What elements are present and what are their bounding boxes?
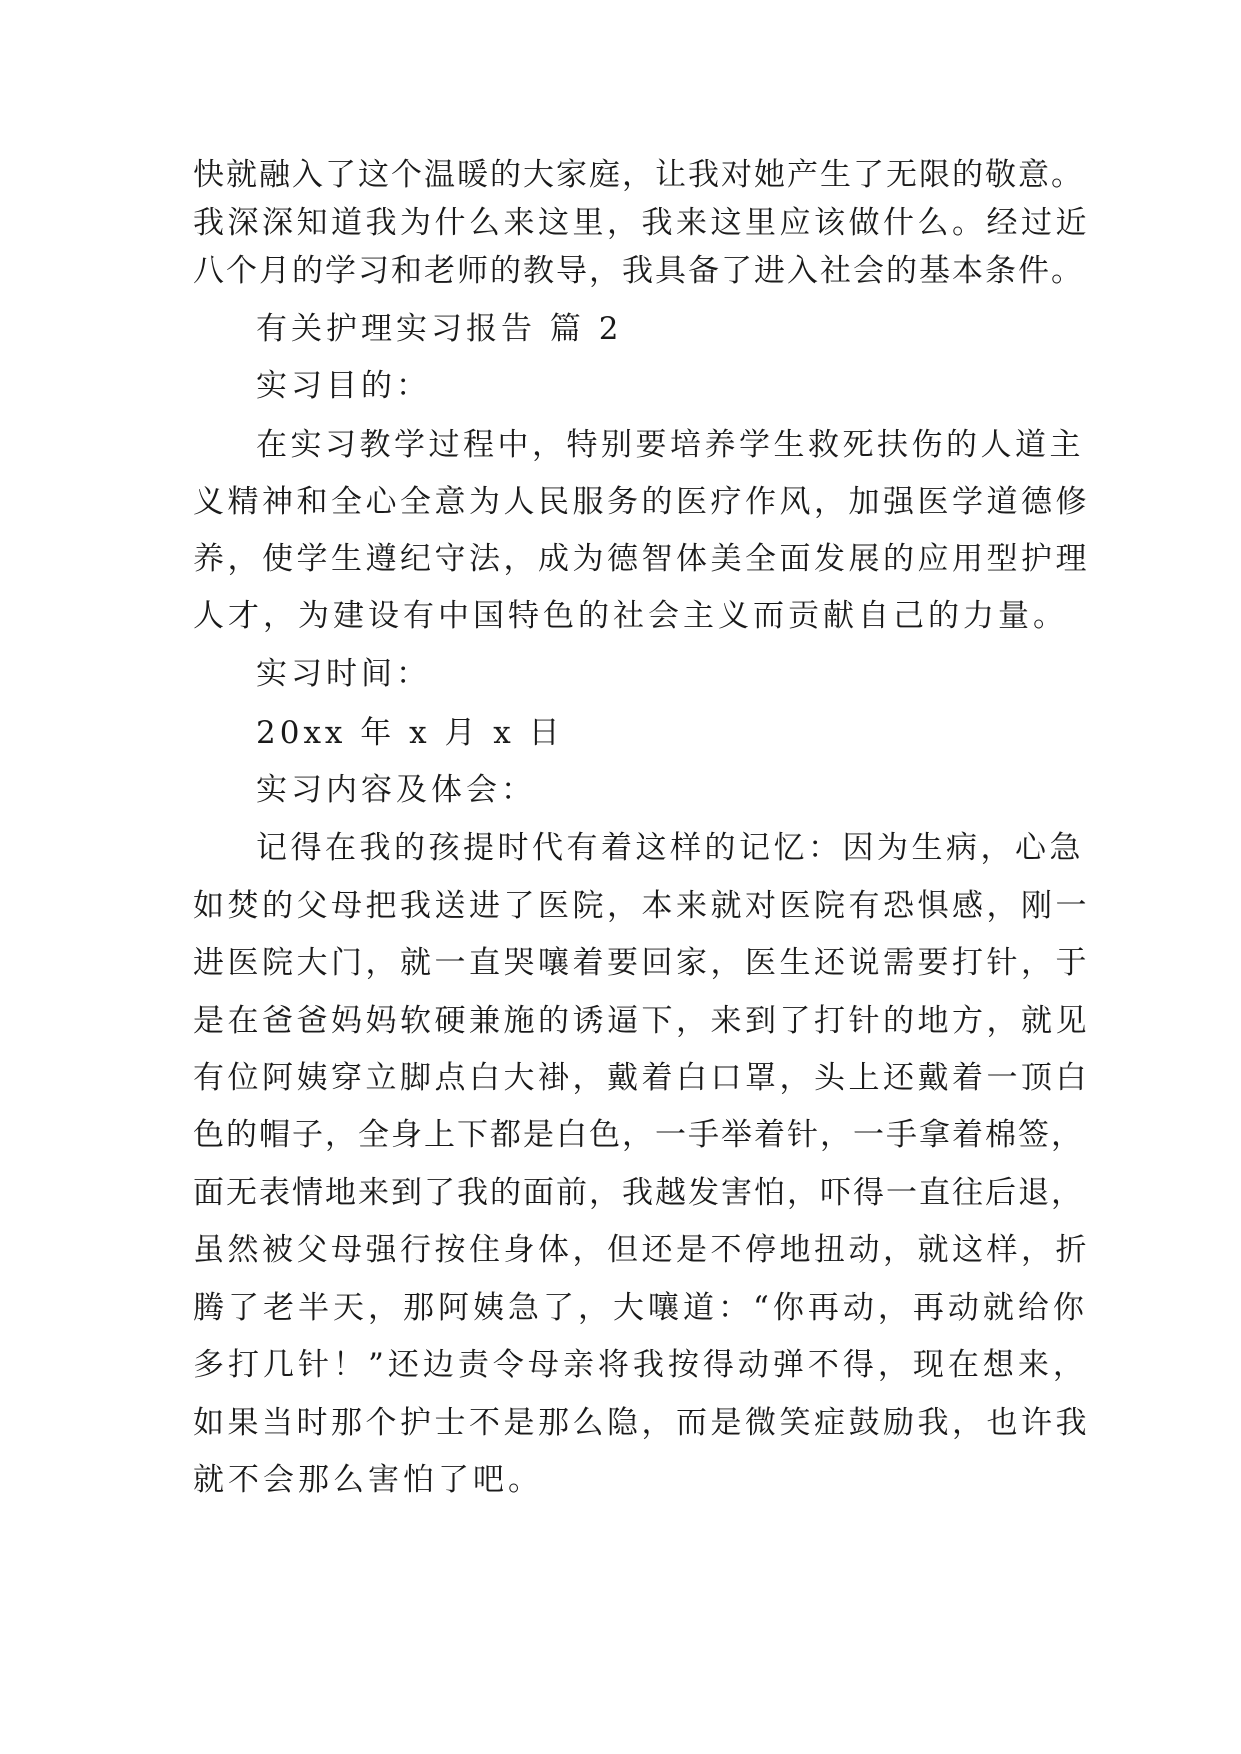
paragraph-line: 虽然被父母强行按住身体，但还是不停地扭动，就这样，折 bbox=[193, 1232, 1090, 1268]
paragraph-line: 记得在我的孩提时代有着这样的记忆：因为生病，心急 bbox=[256, 830, 1084, 866]
paragraph-line: 养，使学生遵纪守法，成为德智体美全面发展的应用型护理 bbox=[193, 541, 1090, 577]
paragraph-line: 就不会那么害怕了吧。 bbox=[193, 1462, 543, 1498]
section-heading: 有关护理实习报告 篇 2 bbox=[256, 311, 623, 347]
paragraph-line: 如焚的父母把我送进了医院，本来就对医院有恐惧感，刚一 bbox=[193, 888, 1090, 924]
paragraph-line: 多打几针！”还边责令母亲将我按得动弹不得，现在想来， bbox=[193, 1347, 1088, 1383]
paragraph-line: 面无表情地来到了我的面前，我越发害怕，吓得一直往后退， bbox=[193, 1175, 1084, 1211]
text-line: 我深深知道我为什么来这里，我来这里应该做什么。经过近 bbox=[193, 205, 1090, 241]
text-line: 快就融入了这个温暖的大家庭，让我对她产生了无限的敬意。 bbox=[193, 157, 1084, 193]
paragraph-line: 义精神和全心全意为人民服务的医疗作风，加强医学道德修 bbox=[193, 484, 1090, 520]
paragraph-line: 腾了老半天，那阿姨急了，大嚷道：“你再动，再动就给你 bbox=[193, 1290, 1088, 1326]
paragraph-line: 如果当时那个护士不是那么隐，而是微笑症鼓励我，也许我 bbox=[193, 1405, 1090, 1441]
subsection-label: 实习内容及体会： bbox=[256, 772, 536, 808]
subsection-label: 实习时间： bbox=[256, 656, 431, 692]
paragraph-line: 是在爸爸妈妈软硬兼施的诱逼下，来到了打针的地方，就见 bbox=[193, 1003, 1090, 1039]
paragraph-line: 在实习教学过程中，特别要培养学生救死扶伤的人道主 bbox=[256, 427, 1084, 463]
paragraph-line: 进医院大门，就一直哭嚷着要回家，医生还说需要打针，于 bbox=[193, 945, 1090, 981]
paragraph-line: 色的帽子，全身上下都是白色，一手举着针，一手拿着棉签， bbox=[193, 1117, 1084, 1153]
text-line: 八个月的学习和老师的教导，我具备了进入社会的基本条件。 bbox=[193, 253, 1084, 289]
paragraph-line: 人才，为建设有中国特色的社会主义而贡献自己的力量。 bbox=[193, 598, 1068, 634]
date-line: 20xx 年 x 月 x 日 bbox=[256, 715, 564, 751]
paragraph-line: 有位阿姨穿立脚点白大褂，戴着白口罩，头上还戴着一顶白 bbox=[193, 1060, 1090, 1096]
subsection-label: 实习目的： bbox=[256, 368, 431, 404]
